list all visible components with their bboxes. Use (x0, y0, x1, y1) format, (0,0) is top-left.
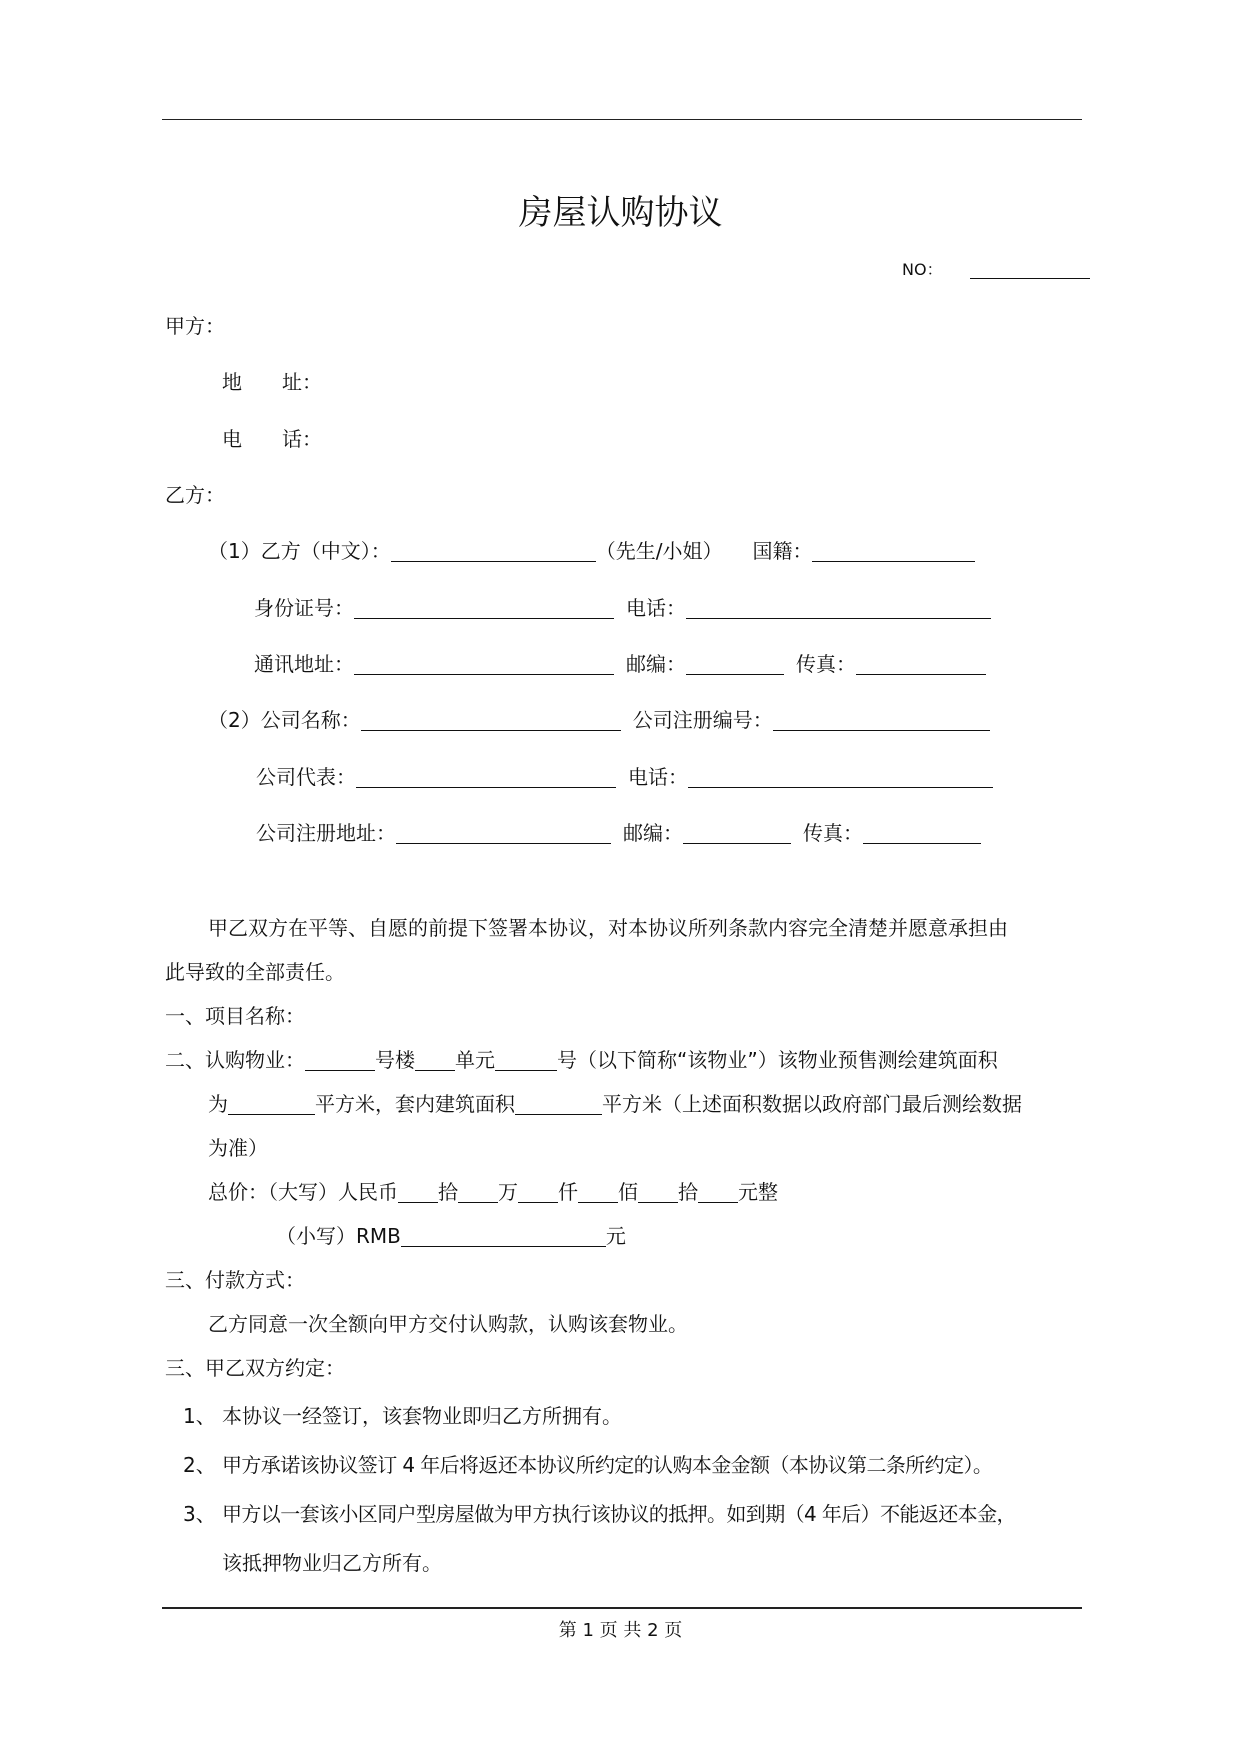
individual-phone-label: 电话： (626, 596, 686, 620)
company-postcode-label: 邮编： (623, 821, 683, 845)
company-reg-address-field[interactable] (396, 823, 611, 844)
section-2-line-3: 为准） (208, 1136, 268, 1160)
building-field[interactable] (305, 1050, 375, 1071)
company-name-label: （2）公司名称： (208, 708, 361, 732)
agreement-item-3 (183, 1504, 1016, 1524)
individual-fax-label: 传真： (796, 652, 856, 676)
company-phone-field[interactable] (688, 767, 993, 788)
intro-line-1: 甲乙双方在平等、自愿的前提下签署本协议，对本协议所列条款内容完全清楚并愿意承担由 (208, 916, 1008, 940)
company-reg-address-label: 公司注册地址： (256, 821, 396, 845)
nationality-field[interactable] (812, 541, 975, 562)
mail-address-field[interactable] (354, 654, 614, 675)
individual-name-field[interactable] (391, 541, 596, 562)
rmb-field[interactable] (401, 1226, 606, 1247)
qian-field[interactable] (518, 1182, 558, 1203)
area-unit-label-1: 平方米，套内建筑面积 (315, 1092, 515, 1116)
doc-number-field[interactable] (970, 258, 1090, 279)
party-a-label: 甲方： (165, 314, 225, 338)
doc-number (902, 258, 1090, 279)
honorific-label: （先生/小姐） (595, 539, 723, 563)
section-2-line-1 (165, 1050, 998, 1071)
id-number-field[interactable] (354, 598, 614, 619)
total-price-label: 总价：（大写）人民币 (208, 1180, 398, 1204)
agreement-item-3-cont: 该抵押物业归乙方所有。 (222, 1551, 442, 1575)
party-b-individual-row3 (254, 654, 986, 675)
page-title: 房屋认购协议 (518, 193, 723, 233)
party-b-individual-row2 (254, 598, 991, 619)
building-label: 号楼 (375, 1048, 415, 1072)
yuan-field[interactable] (698, 1182, 738, 1203)
inner-area-field[interactable] (515, 1094, 602, 1115)
footer-rule (162, 1607, 1082, 1609)
section-1-label: 一、项目名称： (165, 1004, 305, 1028)
agreement-label: 三、甲乙双方约定： (165, 1356, 345, 1380)
shi-label: 拾 (438, 1180, 458, 1204)
doc-number-label: NO： (902, 260, 943, 279)
item-number: 1、 (183, 1404, 216, 1428)
company-postcode-field[interactable] (683, 823, 791, 844)
section-2-label: 二、认购物业： (165, 1048, 305, 1072)
total-price-upper (208, 1182, 778, 1203)
unit-field[interactable] (415, 1050, 455, 1071)
individual-fax-field[interactable] (856, 654, 986, 675)
unit-label: 单元 (455, 1048, 495, 1072)
shi-field[interactable] (638, 1182, 678, 1203)
company-fax-label: 传真： (803, 821, 863, 845)
company-rep-field[interactable] (356, 767, 616, 788)
company-reg-no-label: 公司注册编号： (632, 708, 773, 732)
agreement-item-2 (183, 1455, 992, 1475)
item-text: 甲方承诺该协议签订 4 年后将返还本协议所约定的认购本金金额（本协议第二条所约定）。 (222, 1453, 993, 1477)
individual-postcode-field[interactable] (686, 654, 784, 675)
agreement-item-1 (183, 1406, 622, 1426)
wan-field[interactable] (458, 1182, 498, 1203)
room-field[interactable] (495, 1050, 557, 1071)
individual-name-label: （1）乙方（中文）： (208, 539, 391, 563)
party-b-company-row3 (256, 823, 981, 844)
nationality-label: 国籍： (752, 539, 813, 563)
item-number: 3、 (183, 1502, 216, 1526)
bai-label: 佰 (618, 1180, 638, 1204)
yuan-label: 元 (605, 1224, 626, 1248)
area-unit-label-2: 平方米（上述面积数据以政府部门最后测绘数据 (602, 1092, 1022, 1116)
qian-label: 仟 (558, 1180, 578, 1204)
header-rule (162, 119, 1082, 120)
company-phone-label: 电话： (628, 765, 688, 789)
wan-label: 万 (498, 1180, 518, 1204)
wei-label: 为 (208, 1092, 228, 1116)
shi-wan-field[interactable] (398, 1182, 438, 1203)
presale-area-field[interactable] (228, 1094, 315, 1115)
total-price-lower (276, 1226, 626, 1247)
item-number: 2、 (183, 1453, 216, 1477)
section-2-line-2 (208, 1094, 1022, 1115)
small-total-label: （小写）RMB (276, 1224, 401, 1248)
payment-text: 乙方同意一次全额向甲方交付认购款，认购该套物业。 (208, 1312, 688, 1336)
item-text: 本协议一经签订，该套物业即归乙方所拥有。 (222, 1404, 622, 1428)
individual-phone-field[interactable] (686, 598, 991, 619)
party-b-individual-row1 (208, 541, 975, 562)
intro-line-2: 此导致的全部责任。 (165, 960, 345, 984)
item-text: 甲方以一套该小区同户型房屋做为甲方执行该协议的抵押。如到期（4 年后）不能返还本金， (222, 1502, 1016, 1526)
page-number: 第 1 页 共 2 页 (558, 1620, 683, 1641)
mail-address-label: 通讯地址： (254, 652, 354, 676)
bai-field[interactable] (578, 1182, 618, 1203)
company-reg-no-field[interactable] (773, 710, 990, 731)
company-name-field[interactable] (361, 710, 621, 731)
shi2-label: 拾 (678, 1180, 698, 1204)
company-rep-label: 公司代表： (256, 765, 356, 789)
company-fax-field[interactable] (863, 823, 981, 844)
party-a-address-label: 地 址： (222, 370, 322, 394)
room-label: 号（以下简称“该物业”）该物业预售测绘建筑面积 (557, 1048, 998, 1072)
party-a-phone-label: 电 话： (222, 427, 322, 451)
payment-label: 三、付款方式： (165, 1268, 305, 1292)
party-b-label: 乙方： (165, 483, 225, 507)
party-b-company-row1 (208, 710, 990, 731)
yuan-zheng-label: 元整 (738, 1180, 778, 1204)
party-b-company-row2 (256, 767, 993, 788)
id-number-label: 身份证号： (254, 596, 354, 620)
individual-postcode-label: 邮编： (626, 652, 686, 676)
